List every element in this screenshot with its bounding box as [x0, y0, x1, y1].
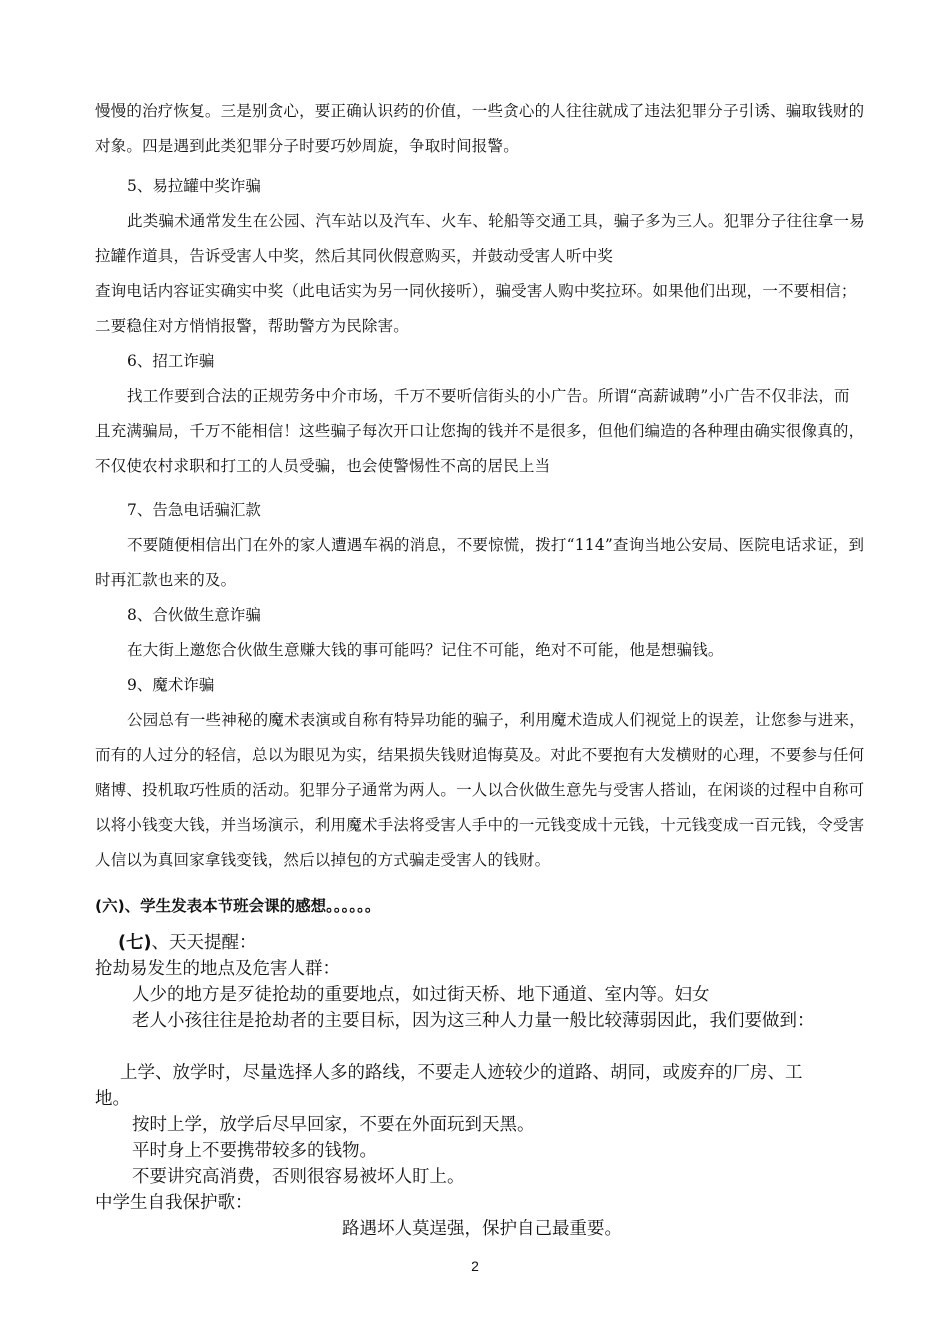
carry-less-money-text: 平时身上不要携带较多的钱物。 — [132, 1141, 377, 1161]
paragraph-can-lottery-b: 查询电话内容证实确实中奖（此电话实为另一同伙接听），骗受害人购中奖拉环。如果他们出现，一不要相信；二要稳住对方悄悄报警，帮助警方为民除害。 — [95, 282, 857, 335]
paragraph-emergency-call-fraud: 不要随便相信出门在外的家人遭遇车祸的消息，不要惊慌，拨打“114”查询当地公安局、医院电话求证，到时再汇款也来的及。 — [95, 536, 865, 589]
robbery-locations-heading: 抢劫易发生的地点及危害人群： — [95, 959, 340, 979]
robbery-targets-text: 老人小孩往往是抢劫者的主要目标，因为这三种人力量一般比较薄弱因此，我们要做到： — [132, 1011, 815, 1031]
paragraph-partnership-fraud: 在大街上邀您合伙做生意赚大钱的事可能吗？记住不可能，绝对不可能，他是想骗钱。 — [127, 641, 724, 659]
paragraph-magic-fraud: 公园总有一些神秘的魔术表演或自称有特异功能的骗子，利用魔术造成人们视觉上的误差，让您参与进来，而有的人过分的轻信，总以为眼见为实，结果损失钱财追悔莫及。对此不要抱有大发横财的心理，不要参与任何赌博、投机取巧性质的活动。犯罪分子通常为两人。一人以合伙做生意先与受害人搭讪，在闲谈的过程中自称可以将小钱变大钱，并当场演示，利用魔术手法将受害人手中的一元钱变成十元钱，十元钱变成一百元钱，令受害人信以为真回家拿钱变钱，然后以掉包的方式骗走受害人的钱财。 — [95, 711, 865, 869]
paragraph-can-lottery-a: 此类骗术通常发生在公园、汽车站以及汽车、火车、轮船等交通工具，骗子多为三人。犯罪分子往往拿一易拉罐作道具，告诉受害人中奖，然后其同伙假意购买，并鼓动受害人听中奖 — [95, 212, 865, 265]
paragraph-medicine-fraud-tail: 慢慢的治疗恢复。三是别贪心，要正确认识药的价值，一些贪心的人往往就成了违法犯罪分子引诱、骗取钱财的对象。四是遇到此类犯罪分子时要巧妙周旋，争取时间报警。 — [95, 102, 865, 155]
heading-emergency-call-fraud: 7、告急电话骗汇款 — [127, 501, 261, 519]
section-seven-title: 、天天提醒： — [151, 933, 257, 953]
paragraph-recruitment-fraud: 找工作要到合法的正规劳务中介市场，千万不要听信街头的小广告。所谓“高薪诚聘”小广告不仅非法，而且充满骗局，千万不能相信！这些骗子每次开口让您掏的钱并不是很多，但他们编造的各种理由确实很像真的，不仅使农村求职和打工的人员受骗，也会使警惕性不高的居民上当 — [95, 387, 865, 475]
heading-partnership-fraud: 8、合伙做生意诈骗 — [127, 606, 261, 624]
section-seven-heading — [118, 930, 257, 956]
heading-magic-fraud: 9、魔术诈骗 — [127, 676, 215, 694]
heading-recruitment-fraud: 6、招工诈骗 — [127, 352, 215, 370]
section-seven-number: (七) — [118, 933, 152, 953]
go-home-early-text: 按时上学，放学后尽早回家，不要在外面玩到天黑。 — [132, 1115, 535, 1135]
route-advice-text: 上学、放学时，尽量选择人多的路线，不要走人迹较少的道路、胡同，或废弃的厂房、工地。 — [95, 1063, 803, 1109]
self-protection-song-heading: 中学生自我保护歌： — [95, 1193, 253, 1213]
page-number: 2 — [471, 1258, 479, 1274]
section-six-student-reflections: (六)、学生发表本节班会课的感想。。。。。。 — [95, 897, 381, 915]
heading-can-lottery-fraud: 5、易拉罐中奖诈骗 — [127, 177, 261, 195]
avoid-high-spending-text: 不要讲究高消费，否则很容易被坏人盯上。 — [132, 1167, 465, 1187]
robbery-locations-text: 人少的地方是歹徒抢劫的重要地点，如过街天桥、地下通道、室内等。妇女 — [132, 985, 710, 1005]
self-protection-song-line: 路遇坏人莫逞强，保护自己最重要。 — [342, 1219, 622, 1239]
